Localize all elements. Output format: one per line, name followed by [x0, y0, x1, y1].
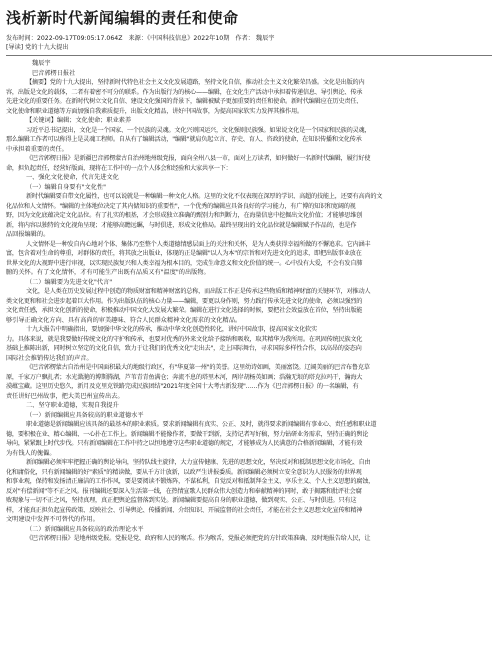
- article-title: 浅析新时代新闻编辑的责任和使命: [6, 9, 239, 27]
- divider: [6, 55, 492, 56]
- body-line: 类文化更和和社会进步起着巨大作用。作为出版队伍的核心力量——编辑，要更以身作则，努力践行传承先进文化的使命，必须以强烈的: [6, 297, 363, 305]
- body-line: 世界文化的大视野中进行审视，以实现民族复兴和人类幸福为根本目的，完成生命意义和文化价值的统一。心中没有大爱，不会有发自肺: [6, 259, 363, 267]
- body-line: 新闻编辑必须牢牢把握正确的舆论导向，坚持队线主旋律，大力宣传健康、先进的思想文化，坚决反对和抵制思想文化市场化、自由: [26, 459, 371, 466]
- body-line: 样，才能真正担负起宣传政策、反映社会、引导舆论、传播新闻、介绍知识、开展监督的社会责任，才能在社会主义思想文化宣传和精神: [6, 506, 363, 514]
- abstract-line: 先进文化的重要任务。在新时代树立文化自信、建设文化强国的背景下，编辑被赋予更加重要的责任和使命。新时代编辑应在历史责任、: [6, 98, 363, 105]
- body-line: 和事业观，保持和发扬清正廉洁的工作作风，要是要阅读不锻炼阵，不谋私利，自觉反对和抵制拜金主义、享乐主义、个人主义思想的腐蚀，: [6, 478, 375, 485]
- body-line: 命，担负起责任，经营好版面，现将在工作中的一点个人体会和经验和大家共享一下：: [6, 164, 232, 172]
- body-line: 品回报编辑的。: [6, 231, 50, 238]
- body-line: 中承担着重要的责任。: [6, 145, 68, 153]
- body-line: 原，千家万户飘扎者；水光潋滟的博斯腾湖，芦苇青青鱼满仓；奔流不息的塔里木河，两岸胡杨英如画；浩瀚无垠的塔克拉玛干，瀚海大: [6, 373, 363, 381]
- body-line: 富，包含着对生命的尊重，对群体的责任，将其放之出版业，体现的正是编辑"以人为本"的宗旨和对先进文化的追求，即把出版事业放在: [6, 250, 362, 257]
- body-line: 腑的关怀。有了文化情怀，才有可能生产出既有品质又有"温度"的出版物。: [6, 269, 210, 276]
- body-line: 习近平总书记提出，文化是一个国家、一个民族的灵魂。文化兴则国运兴，文化强则民族强。如果说文化是一个国家和民族的灵魂，: [26, 126, 371, 134]
- author-organization: 巴音郭楞日报社: [32, 69, 76, 77]
- body-line: 反对"有偿新闻"等不正之风。报刊编辑还要深入生活第一线，在热情宣歌人民群众伟大创造力和奉献精神的同时，敢于揭露和批评社会腐: [6, 487, 362, 495]
- body-line: 责任讲好巴州故事，把大美巴州宣传出去。: [6, 392, 124, 400]
- body-line: 职业道德是新闻编辑应该具备的最基本的职业素质。要求新闻编辑有真实、公正、及时，就得要求新闻编辑有事业心、责任感和职业道: [26, 421, 377, 428]
- body-line: 文化责任感，承担文化创新的使命，积极推动中国文化大发展大繁荣。编辑在进行文化选择的时候，要把社会效益放在首位，坚持出版能: [6, 307, 363, 314]
- body-line: 为有钱人的傀儡。: [6, 449, 56, 457]
- subsection-heading: （二）编辑要为先进文化"代言": [26, 278, 113, 286]
- body-line: 文化，是人类在历史发展过程中创造的物质财富和精神财富的总称，而出版工作正是传承这些物质和精神财富的关键环节，对推动人: [26, 288, 371, 295]
- section-heading: 一、强化文化使命，代言先进文化: [26, 174, 119, 181]
- article-author: 作者： 魏辰宇: [235, 35, 275, 42]
- body-line: 《巴音郭楞日报》是新疆巴音郭楞蒙古自治州地州级党报，面向全州八县一市，面对上万读者，如何做好一名新时代编辑，履行好使: [26, 155, 371, 162]
- abstract-line: 容，出版是文化的载体，二者有着密不可分的联系。作为出版行为的核心——编辑，在文化生产活动中承担着传递信息、导引舆论、传承: [6, 88, 363, 96]
- article-body: [6, 59, 492, 544]
- keywords-line: 【关键词】编辑；文化使命；职业素养: [26, 117, 132, 124]
- body-line: 败现象与一切不正之风，坚持真理，真正把舆论监督落到实处。新闻编辑要提高自身的职业道德，做到观实、公正、与时俱进。只有这: [6, 497, 357, 504]
- body-line: 国际社会推销传达我们的声音。: [6, 354, 93, 362]
- body-line: 野，因为文化底蕴决定文化品位。有了扎实的根基，才会形成独立准确的甄别力和判断力，在海量信息中挖掘出文化价值；才能够思维创: [6, 212, 363, 219]
- abstract-line: 【摘要】党的十九大提出，坚持新时代特色社会主义文化发展道路，坚持文化自信，推动社会主义文化繁荣昌盛。文化是出版的内: [26, 79, 365, 86]
- body-line: 导向，紧紧跟上时代步伐。只有新闻编辑在工作中持之以恒地遵守这些职业道德的规定，才能够成为人民满意的合格新闻编辑，才能有效: [6, 440, 363, 447]
- publish-date: 发布时间：2022-09-17T09:05:17.064Z: [6, 35, 123, 42]
- body-line: 漠蕴宝藏。这里历史悠久，新月及克里克铁路完成民族团结"2021年度全国十大考古新发现"……作为《巴音郭楞日报》的一名编辑，有: [6, 383, 359, 390]
- body-line: 化和庸俗化，只有新闻编辑的好"素质"的精读做，要从千方计放新，以政严生讲报委质。新闻编辑必须树立安全意识为人民服务的世界观: [6, 468, 362, 476]
- body-line: 基础上推陈出新，同时树立坚定的文化自信，致力于让我们的优秀文化"走出去"，走上国际舞台，寻求国际多样性合作，以高昂的姿态向: [6, 345, 362, 352]
- subsection-heading: （一）编辑自身要有"文化性": [26, 183, 106, 191]
- article-source: 来源：《中国科技信息》2022年10期: [128, 35, 230, 42]
- author-name: 魏辰宇: [32, 60, 51, 67]
- body-line: 十九大报告中明确指出，要加强中华文化的传承，推动中华文化创造性转化，讲好中国故事，提高国家文化软实: [26, 326, 317, 333]
- body-line: 《巴音郭楞蒙古自治州是中国面积最大的地级行政区，有"华夏第一州"的美誉。这里幼诗如画，美丽富饶。辽阔美丽的巴音布鲁克草: [26, 364, 370, 371]
- body-line: 新时代编辑要自带文化属性，也可以说就是一种编辑一种文化人格。这里的文化不仅表现在深厚的学识、高超的技能上，还要有高尚的文: [26, 193, 383, 200]
- article-guide: [导读] 党的十九大提出: [6, 44, 69, 51]
- body-line: 文明建设中发挥不可替代的作用。: [6, 516, 99, 523]
- body-line: 新，将内容以独特的文化视角呈现；才能够高瞻远瞩，与时俱进，形成文化格局。最终呈现出的文化品位就是编辑赋予作品的，也是作: [6, 221, 357, 229]
- body-line: 《巴音郭楞日报》是地州级党报。党报是党、政府和人民的喉舌。作为喉舌，党报必须把党的方针政策准确、及时地报告给人民，让: [26, 535, 371, 542]
- subsection-heading: （一）新闻编辑应具备较高的职业道德水平: [26, 411, 144, 419]
- body-line: 化品位和人文情怀。"编辑的主体地位决定了其内储知识的重要性"，一个优秀的编辑应具备良好的学习能力，有广博的知识和宽阔的视: [6, 202, 356, 210]
- section-heading: 二、坚守职业道德，实现自我提升: [26, 402, 119, 409]
- body-line: 那么编辑工作者可以称得上是灵魂工程师。自从有了编辑活动，"编辑"就肩负起立言、存史、育人、咨政的使命，在知识传播和文化传承: [6, 136, 362, 143]
- body-line: 德，要积极在业、精心编辑、一心扑在工作上。新闻编辑不能像作者，要做干到新，支持记者写好稿，努力钻研业务需求，坚持正确的舆论: [6, 430, 369, 438]
- body-line: 力。具体来说，就是我要做好传统文化的守护和传承，也要对优秀的外来文化给予接纳和吸收，取其精华为我所用。在巩固传统民族文化: [6, 335, 363, 343]
- article-meta: [6, 34, 492, 43]
- body-line: 人文情怀是一种发自内心地对个体、集体乃至整个人类道德情感层面上的关注和关怀，是为人类获得幸福所做的不懈追求。它内涵丰: [26, 240, 371, 248]
- abstract-line: 文化使命和职业道德等方面加强自我素质提升，出版文化精品，讲好中国故事，为提高国家软实力发挥其推作用。: [6, 107, 303, 115]
- subsection-heading: （二）新闻编辑应具备较高的政治理论水平: [26, 525, 144, 533]
- body-line: 够引导正确文化方向、具有高尚的审美趣味、符合人民群众精神文化需求的文化精品。: [6, 316, 242, 324]
